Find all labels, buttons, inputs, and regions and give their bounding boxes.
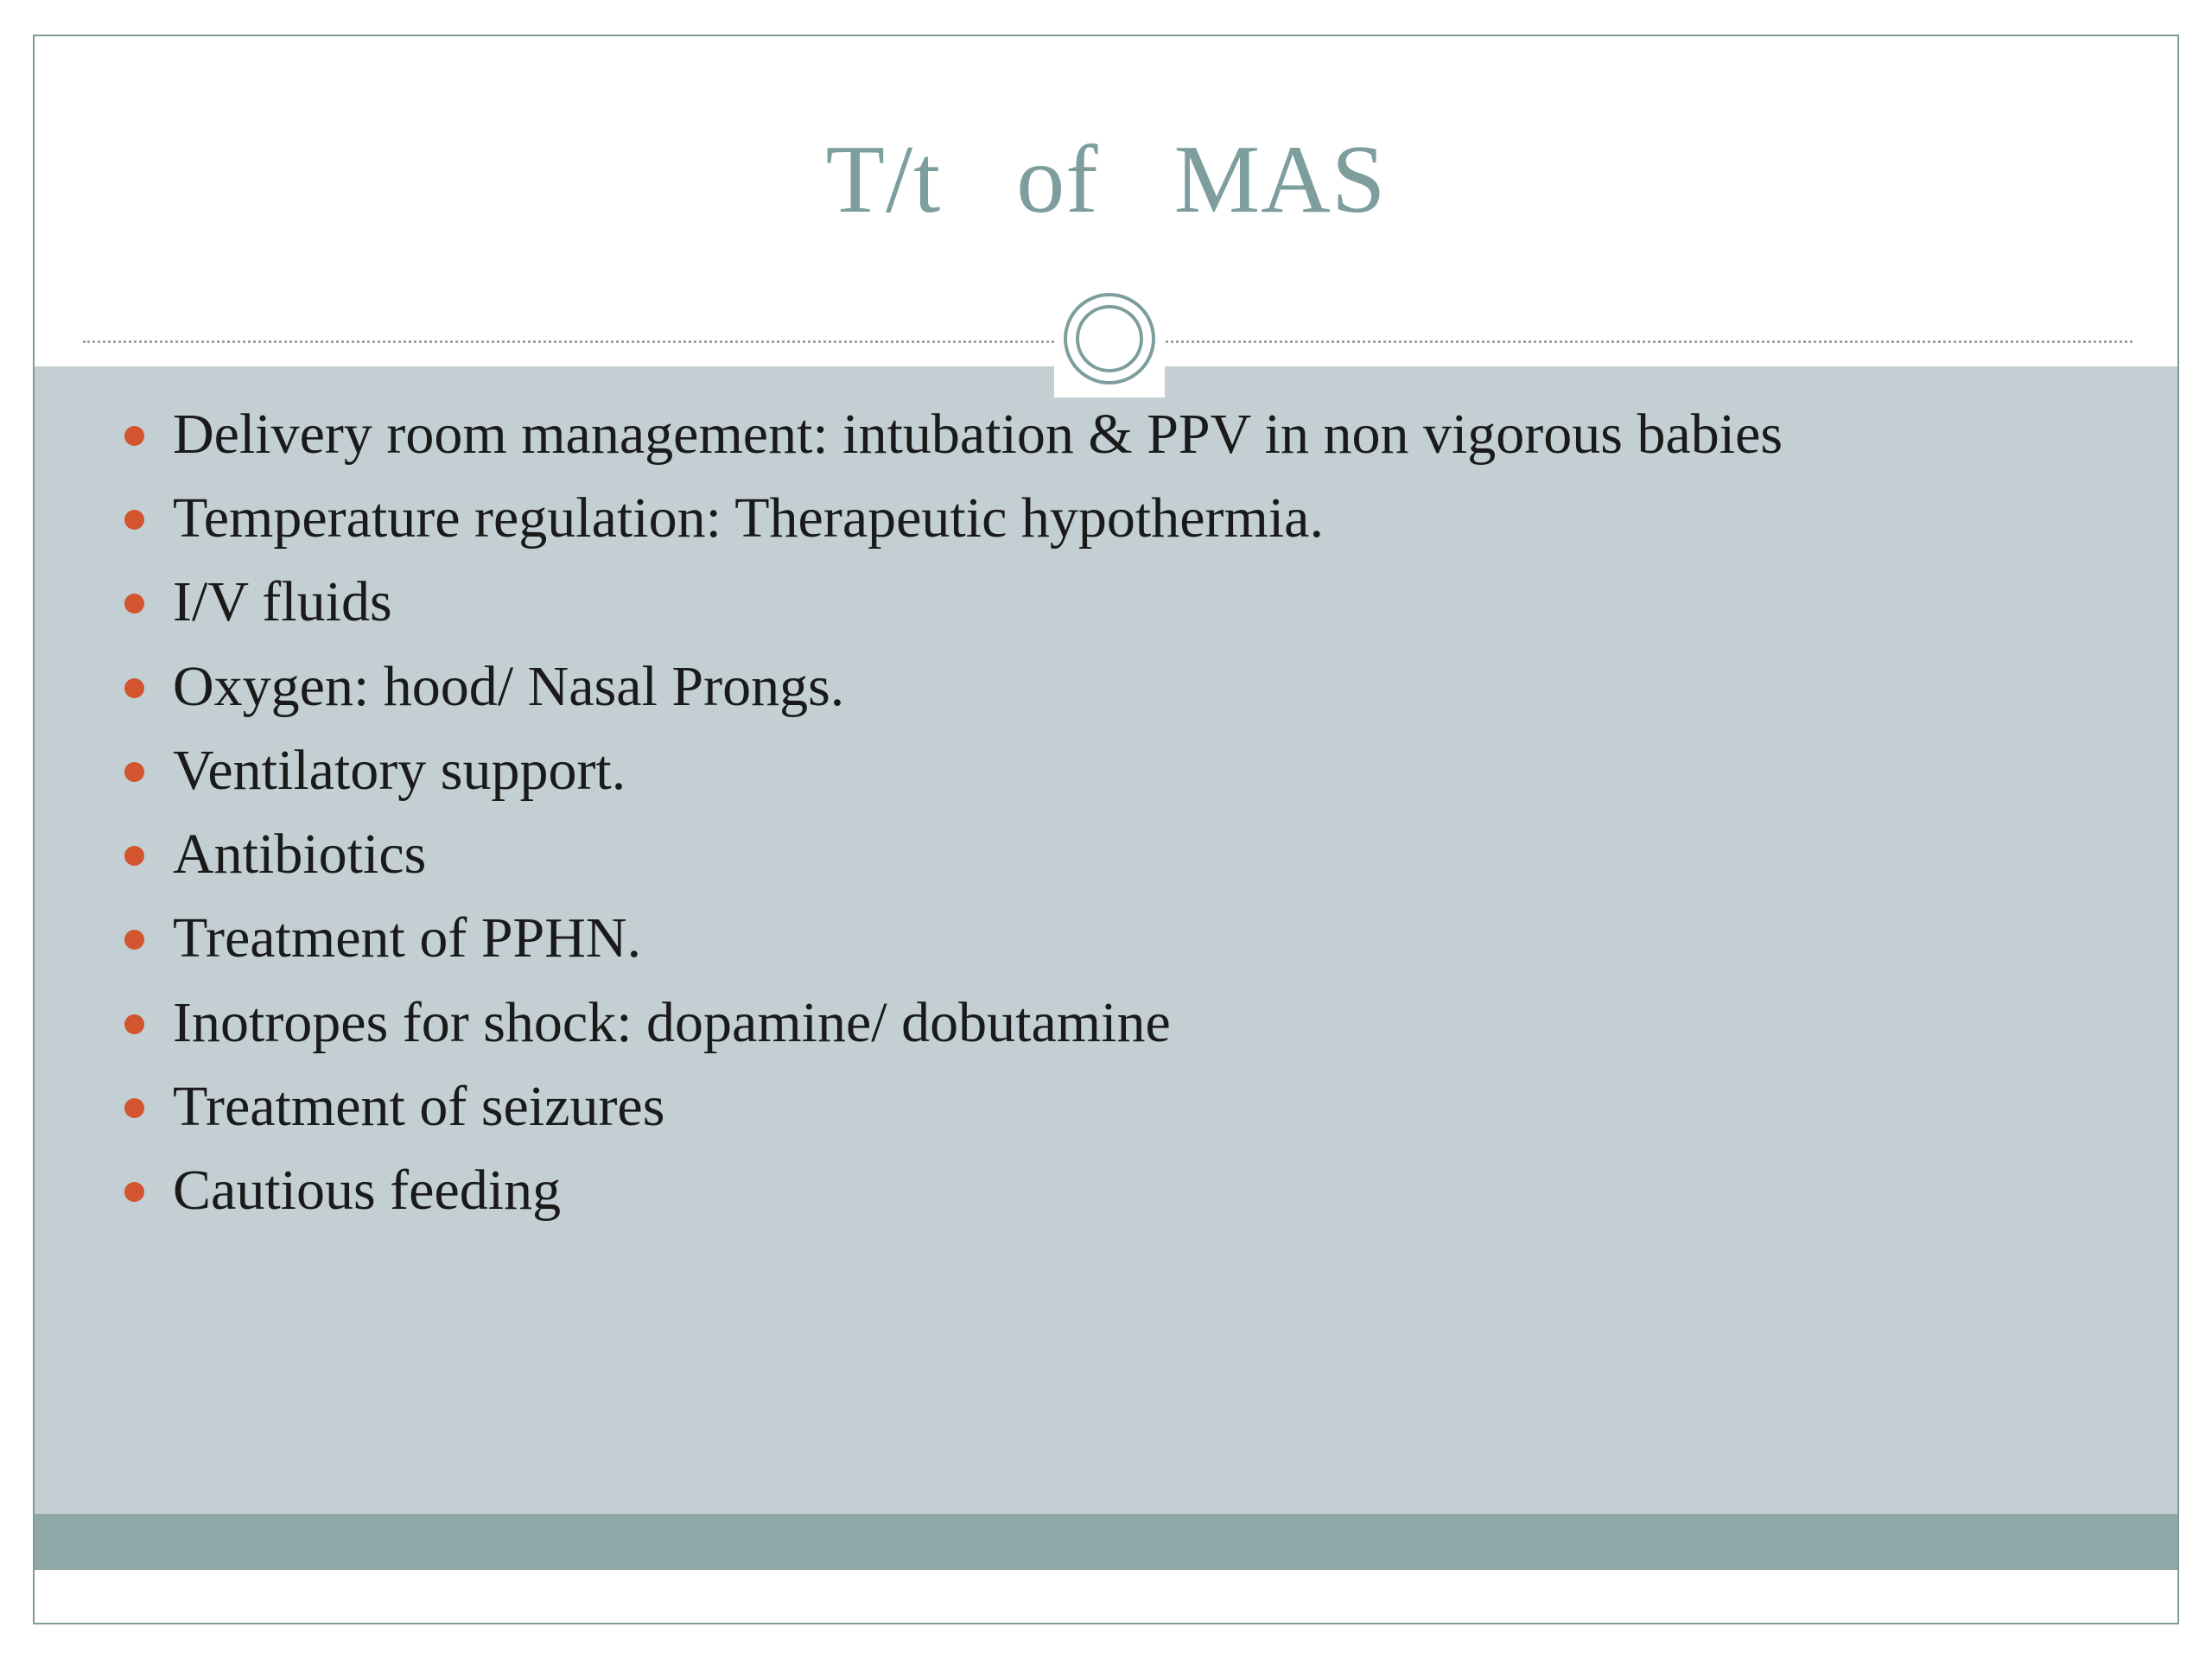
- page-title: T/t of MAS: [825, 126, 1387, 233]
- presentation-slide: [33, 35, 2179, 1624]
- list-item: Inotropes for shock: dopamine/ dobutamine: [102, 989, 2081, 1056]
- list-item: Antibiotics: [102, 821, 2081, 887]
- divider-circle-inner-icon: [1076, 305, 1143, 372]
- slide-body: [35, 366, 2177, 1570]
- slide-title-area: [35, 36, 2177, 337]
- list-item: Oxygen: hood/ Nasal Prongs.: [102, 653, 2081, 720]
- list-item: Ventilatory support.: [102, 737, 2081, 804]
- list-item: I/V fluids: [102, 569, 2081, 635]
- list-item: Treatment of seizures: [102, 1073, 2081, 1140]
- bullet-list: [102, 401, 2081, 1241]
- list-item: Delivery room management: intubation & PPV in non vigorous babies: [102, 401, 2013, 467]
- list-item: Treatment of PPHN.: [102, 905, 2081, 971]
- list-item: Cautious feeding: [102, 1157, 2081, 1224]
- slide-footer-bar: [35, 1514, 2177, 1570]
- list-item: Temperature regulation: Therapeutic hypothermia.: [102, 485, 2081, 551]
